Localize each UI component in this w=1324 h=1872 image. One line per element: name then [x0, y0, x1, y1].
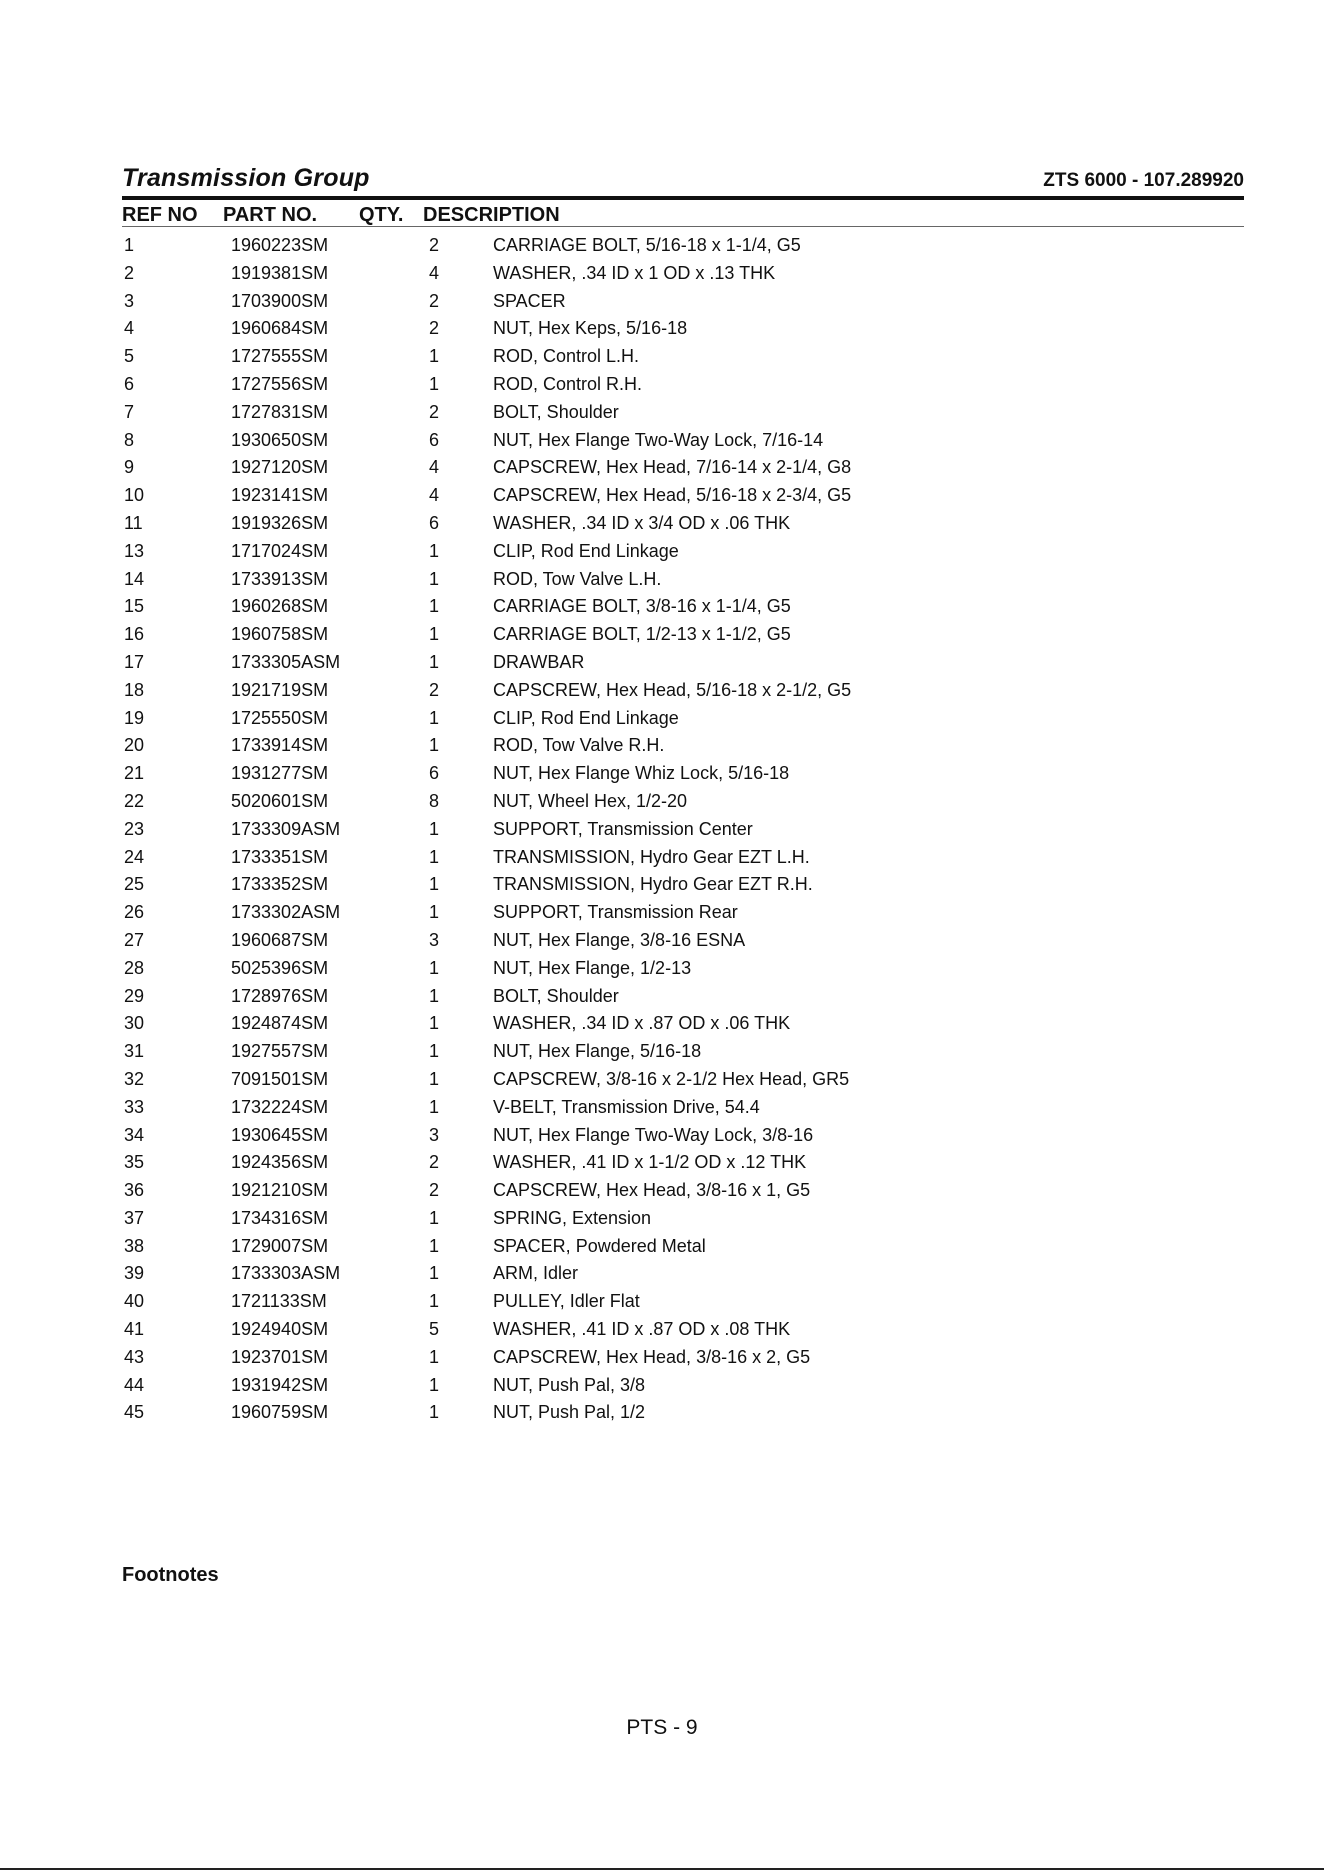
qty-cell: 1	[429, 1041, 440, 1062]
description-cell: SPACER, Powdered Metal	[493, 1235, 706, 1256]
part-no-cell: 1732224SM	[231, 1096, 329, 1117]
description-cell: WASHER, .41 ID x 1-1/2 OD x .12 THK	[493, 1152, 807, 1173]
ref-no-cell: 8	[124, 429, 135, 450]
table-row	[122, 1345, 1244, 1373]
qty-cell: 1	[429, 1402, 440, 1423]
qty-cell: 1	[429, 846, 440, 867]
description-cell: CAPSCREW, Hex Head, 7/16-14 x 2-1/4, G8	[493, 457, 852, 478]
qty-cell: 1	[429, 1013, 440, 1034]
qty-cell: 1	[429, 1068, 440, 1089]
table-row	[122, 1150, 1244, 1178]
column-header-description: DESCRIPTION	[423, 204, 560, 226]
table-row	[122, 428, 1244, 456]
part-no-cell: 1960687SM	[231, 929, 329, 950]
table-row	[122, 845, 1244, 873]
part-no-cell: 1728976SM	[231, 985, 329, 1006]
description-cell: CAPSCREW, Hex Head, 3/8-16 x 1, G5	[493, 1180, 811, 1201]
part-no-cell: 1921719SM	[231, 679, 329, 700]
table-row	[122, 1234, 1244, 1262]
table-row	[122, 622, 1244, 650]
part-no-cell: 1721133SM	[231, 1291, 327, 1312]
part-no-cell: 1930650SM	[231, 429, 329, 450]
table-row	[122, 511, 1244, 539]
description-cell: V-BELT, Transmission Drive, 54.4	[493, 1096, 760, 1117]
page-header	[122, 162, 1244, 194]
part-no-cell: 1733913SM	[231, 568, 329, 589]
ref-no-cell: 30	[124, 1013, 145, 1034]
table-row	[122, 872, 1244, 900]
ref-no-cell: 28	[124, 957, 145, 978]
table-row	[122, 761, 1244, 789]
table-row	[122, 900, 1244, 928]
ref-no-cell: 31	[124, 1041, 145, 1062]
description-cell: WASHER, .34 ID x 3/4 OD x .06 THK	[493, 512, 791, 533]
qty-cell: 1	[429, 957, 440, 978]
table-row	[122, 316, 1244, 344]
description-cell: NUT, Push Pal, 1/2	[493, 1402, 646, 1423]
ref-no-cell: 5	[124, 346, 135, 367]
ref-no-cell: 20	[124, 735, 145, 756]
part-no-cell: 5025396SM	[231, 957, 329, 978]
page-title: Transmission Group	[122, 164, 370, 192]
table-row	[122, 650, 1244, 678]
ref-no-cell: 34	[124, 1124, 145, 1145]
qty-cell: 1	[429, 540, 440, 561]
qty-cell: 4	[429, 457, 440, 478]
table-row	[122, 1123, 1244, 1151]
qty-cell: 1	[429, 902, 440, 923]
table-row	[122, 1206, 1244, 1234]
qty-cell: 1	[429, 818, 440, 839]
table-row	[122, 1011, 1244, 1039]
table-row	[122, 1095, 1244, 1123]
ref-no-cell: 21	[124, 763, 145, 784]
part-no-cell: 1960758SM	[231, 624, 329, 645]
ref-no-cell: 22	[124, 790, 145, 811]
description-cell: SPRING, Extension	[493, 1207, 652, 1228]
qty-cell: 6	[429, 512, 440, 533]
description-cell: PULLEY, Idler Flat	[493, 1291, 640, 1312]
table-row	[122, 928, 1244, 956]
qty-cell: 4	[429, 485, 440, 506]
ref-no-cell: 3	[124, 290, 135, 311]
description-cell: CARRIAGE BOLT, 1/2-13 x 1-1/2, G5	[493, 624, 791, 645]
description-cell: ROD, Control R.H.	[493, 373, 643, 394]
table-header	[122, 202, 1244, 227]
description-cell: CLIP, Rod End Linkage	[493, 707, 679, 728]
qty-cell: 1	[429, 874, 440, 895]
ref-no-cell: 33	[124, 1096, 145, 1117]
table-row	[122, 289, 1244, 317]
page-number: PTS - 9	[626, 1716, 698, 1739]
table-row	[122, 400, 1244, 428]
part-no-cell: 1927557SM	[231, 1041, 329, 1062]
ref-no-cell: 32	[124, 1068, 145, 1089]
qty-cell: 1	[429, 651, 440, 672]
description-cell: NUT, Hex Flange, 3/8-16 ESNA	[493, 929, 746, 950]
description-cell: BOLT, Shoulder	[493, 401, 619, 422]
table-row	[122, 1178, 1244, 1206]
part-no-cell: 1733352SM	[231, 874, 329, 895]
part-no-cell: 5020601SM	[231, 790, 329, 811]
part-no-cell: 1921210SM	[231, 1180, 329, 1201]
ref-no-cell: 15	[124, 596, 145, 617]
ref-no-cell: 25	[124, 874, 145, 895]
qty-cell: 2	[429, 401, 440, 422]
description-cell: SUPPORT, Transmission Center	[493, 818, 753, 839]
ref-no-cell: 9	[124, 457, 135, 478]
ref-no-cell: 36	[124, 1180, 145, 1201]
description-cell: NUT, Hex Flange Whiz Lock, 5/16-18	[493, 763, 790, 784]
part-no-cell: 1733305ASM	[231, 651, 341, 672]
table-row	[122, 233, 1244, 261]
part-no-cell: 1919381SM	[231, 262, 329, 283]
description-cell: WASHER, .34 ID x 1 OD x .13 THK	[493, 262, 776, 283]
part-no-cell: 1923141SM	[231, 485, 329, 506]
part-no-cell: 1727831SM	[231, 401, 329, 422]
description-cell: NUT, Hex Flange Two-Way Lock, 3/8-16	[493, 1124, 814, 1145]
ref-no-cell: 26	[124, 902, 145, 923]
qty-cell: 1	[429, 1235, 440, 1256]
part-no-cell: 1924874SM	[231, 1013, 329, 1034]
table-row	[122, 567, 1244, 595]
qty-cell: 1	[429, 1096, 440, 1117]
table-row	[122, 956, 1244, 984]
part-no-cell: 1960223SM	[231, 235, 329, 255]
part-no-cell: 1931942SM	[231, 1374, 329, 1395]
table-row	[122, 455, 1244, 483]
description-cell: CAPSCREW, Hex Head, 3/8-16 x 2, G5	[493, 1346, 811, 1367]
qty-cell: 4	[429, 262, 440, 283]
ref-no-cell: 16	[124, 624, 145, 645]
ref-no-cell: 41	[124, 1319, 145, 1340]
description-cell: BOLT, Shoulder	[493, 985, 619, 1006]
part-no-cell: 1733302ASM	[231, 902, 341, 923]
ref-no-cell: 19	[124, 707, 145, 728]
description-cell: ROD, Control L.H.	[493, 346, 640, 367]
ref-no-cell: 27	[124, 929, 145, 950]
qty-cell: 2	[429, 290, 440, 311]
qty-cell: 1	[429, 985, 440, 1006]
part-no-cell: 1930645SM	[231, 1124, 329, 1145]
qty-cell: 1	[429, 707, 440, 728]
description-cell: CAPSCREW, Hex Head, 5/16-18 x 2-3/4, G5	[493, 485, 852, 506]
part-no-cell: 1733303ASM	[231, 1263, 341, 1284]
description-cell: ARM, Idler	[493, 1263, 579, 1284]
ref-no-cell: 29	[124, 985, 145, 1006]
part-no-cell: 1924940SM	[231, 1319, 329, 1340]
qty-cell: 1	[429, 1346, 440, 1367]
part-no-cell: 1960268SM	[231, 596, 329, 617]
description-cell: WASHER, .34 ID x .87 OD x .06 THK	[493, 1013, 791, 1034]
part-no-cell: 1733351SM	[231, 846, 329, 867]
ref-no-cell: 11	[124, 512, 143, 533]
part-no-cell: 1960684SM	[231, 318, 329, 339]
bottom-rule	[0, 1868, 1324, 1870]
ref-no-cell: 39	[124, 1263, 145, 1284]
table-row	[122, 539, 1244, 567]
ref-no-cell: 1	[124, 235, 135, 255]
description-cell: NUT, Hex Flange, 1/2-13	[493, 957, 692, 978]
table-row	[122, 1400, 1244, 1428]
qty-cell: 2	[429, 1180, 440, 1201]
part-no-cell: 1733309ASM	[231, 818, 341, 839]
ref-no-cell: 6	[124, 373, 135, 394]
table-row	[122, 706, 1244, 734]
table-row	[122, 1261, 1244, 1289]
ref-no-cell: 4	[124, 318, 135, 339]
description-cell: CARRIAGE BOLT, 3/8-16 x 1-1/4, G5	[493, 596, 791, 617]
ref-no-cell: 43	[124, 1346, 145, 1367]
ref-no-cell: 7	[124, 401, 135, 422]
column-header-part: PART NO.	[223, 204, 318, 226]
qty-cell: 3	[429, 1124, 440, 1145]
parts-list	[122, 233, 1244, 1428]
ref-no-cell: 10	[124, 485, 145, 506]
description-cell: ROD, Tow Valve L.H.	[493, 568, 662, 589]
ref-no-cell: 13	[124, 540, 145, 561]
table-row	[122, 984, 1244, 1012]
qty-cell: 1	[429, 1207, 440, 1228]
part-no-cell: 1927120SM	[231, 457, 329, 478]
description-cell: CAPSCREW, Hex Head, 5/16-18 x 2-1/2, G5	[493, 679, 852, 700]
footnotes-heading: Footnotes	[122, 1564, 219, 1586]
description-cell: SUPPORT, Transmission Rear	[493, 902, 738, 923]
description-cell: WASHER, .41 ID x .87 OD x .08 THK	[493, 1319, 791, 1340]
ref-no-cell: 17	[124, 651, 145, 672]
qty-cell: 1	[429, 1291, 440, 1312]
description-cell: NUT, Push Pal, 3/8	[493, 1374, 646, 1395]
part-no-cell: 1717024SM	[231, 540, 329, 561]
qty-cell: 1	[429, 1374, 440, 1395]
description-cell: NUT, Hex Flange, 5/16-18	[493, 1041, 702, 1062]
description-cell: TRANSMISSION, Hydro Gear EZT L.H.	[493, 846, 810, 867]
qty-cell: 1	[429, 624, 440, 645]
qty-cell: 6	[429, 763, 440, 784]
part-no-cell: 1729007SM	[231, 1235, 329, 1256]
column-header-qty: QTY.	[359, 204, 404, 226]
qty-cell: 2	[429, 1152, 440, 1173]
ref-no-cell: 18	[124, 679, 145, 700]
qty-cell: 1	[429, 346, 440, 367]
part-no-cell: 1924356SM	[231, 1152, 329, 1173]
description-cell: NUT, Hex Flange Two-Way Lock, 7/16-14	[493, 429, 824, 450]
ref-no-cell: 35	[124, 1152, 145, 1173]
qty-cell: 3	[429, 929, 440, 950]
qty-cell: 5	[429, 1319, 440, 1340]
description-cell: NUT, Hex Keps, 5/16-18	[493, 318, 688, 339]
qty-cell: 2	[429, 318, 440, 339]
part-no-cell: 1960759SM	[231, 1402, 329, 1423]
ref-no-cell: 2	[124, 262, 135, 283]
description-cell: CLIP, Rod End Linkage	[493, 540, 679, 561]
part-no-cell: 1725550SM	[231, 707, 329, 728]
ref-no-cell: 24	[124, 846, 145, 867]
ref-no-cell: 40	[124, 1291, 145, 1312]
table-row	[122, 1317, 1244, 1345]
description-cell: TRANSMISSION, Hydro Gear EZT R.H.	[493, 874, 813, 895]
table-row	[122, 372, 1244, 400]
description-cell: CAPSCREW, 3/8-16 x 2-1/2 Hex Head, GR5	[493, 1068, 850, 1089]
ref-no-cell: 45	[124, 1402, 145, 1423]
part-no-cell: 1733914SM	[231, 735, 329, 756]
table-row	[122, 594, 1244, 622]
ref-no-cell: 14	[124, 568, 145, 589]
table-row	[122, 789, 1244, 817]
qty-cell: 2	[429, 235, 440, 255]
qty-cell: 2	[429, 679, 440, 700]
table-row	[122, 733, 1244, 761]
table-row	[122, 678, 1244, 706]
part-no-cell: 1703900SM	[231, 290, 329, 311]
table-row	[122, 1289, 1244, 1317]
part-no-cell: 1923701SM	[231, 1346, 329, 1367]
qty-cell: 8	[429, 790, 440, 811]
qty-cell: 1	[429, 596, 440, 617]
part-no-cell: 7091501SM	[231, 1068, 329, 1089]
qty-cell: 1	[429, 373, 440, 394]
part-no-cell: 1727556SM	[231, 373, 329, 394]
table-row	[122, 817, 1244, 845]
part-no-cell: 1931277SM	[231, 763, 329, 784]
ref-no-cell: 23	[124, 818, 145, 839]
part-no-cell: 1919326SM	[231, 512, 329, 533]
ref-no-cell: 44	[124, 1374, 145, 1395]
description-cell: ROD, Tow Valve R.H.	[493, 735, 665, 756]
table-row	[122, 483, 1244, 511]
description-cell: CARRIAGE BOLT, 5/16-18 x 1-1/4, G5	[493, 235, 801, 255]
table-row	[122, 1039, 1244, 1067]
title-rule	[122, 196, 1244, 200]
description-cell: NUT, Wheel Hex, 1/2-20	[493, 790, 688, 811]
table-row	[122, 1373, 1244, 1401]
ref-no-cell: 37	[124, 1207, 145, 1228]
table-row	[122, 344, 1244, 372]
qty-cell: 1	[429, 735, 440, 756]
table-row	[122, 261, 1244, 289]
description-cell: DRAWBAR	[493, 651, 585, 672]
ref-no-cell: 38	[124, 1235, 145, 1256]
table-row	[122, 1067, 1244, 1095]
part-no-cell: 1727555SM	[231, 346, 329, 367]
qty-cell: 1	[429, 568, 440, 589]
column-header-ref: REF NO	[122, 204, 198, 226]
description-cell: SPACER	[493, 290, 566, 311]
qty-cell: 6	[429, 429, 440, 450]
part-no-cell: 1734316SM	[231, 1207, 329, 1228]
qty-cell: 1	[429, 1263, 440, 1284]
model-code: ZTS 6000 - 107.289920	[1043, 170, 1244, 191]
